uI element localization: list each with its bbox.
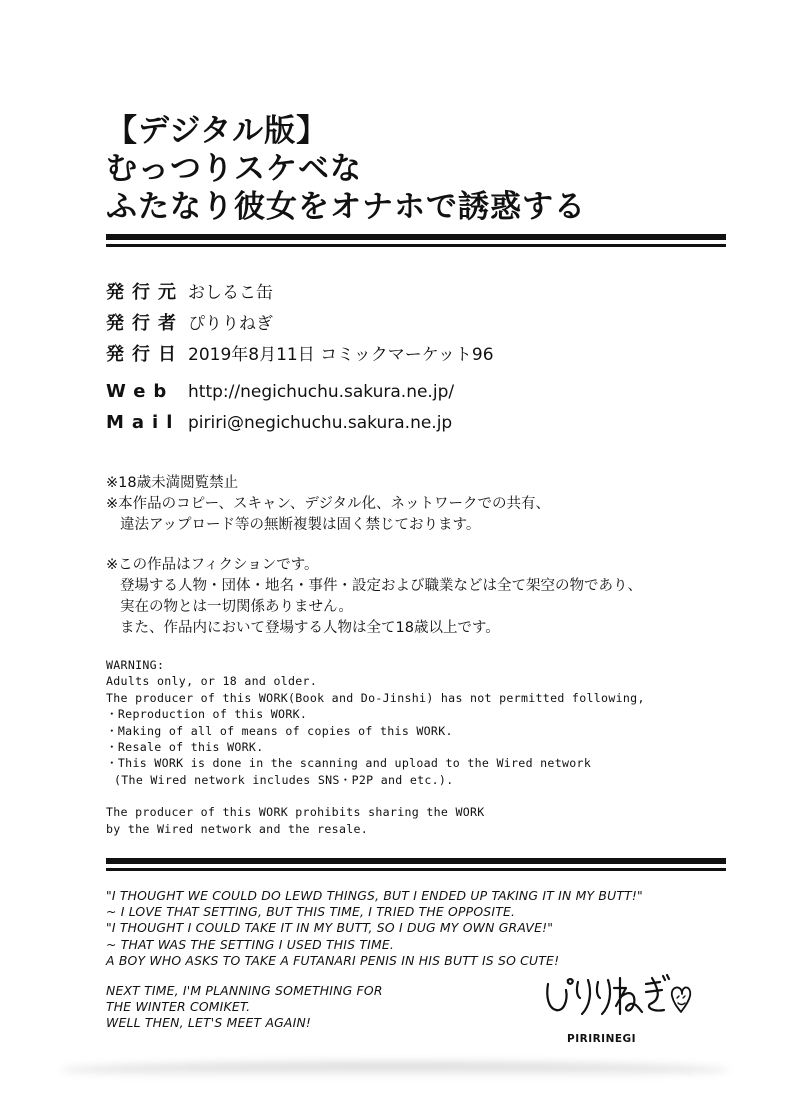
title-line-2: ふたなり彼女をオナホで誘惑する (106, 189, 586, 225)
signature-caption: PIRIRINEGI (567, 1033, 637, 1045)
signature-handwriting (542, 970, 692, 1020)
info-row-author (106, 309, 494, 340)
website-link[interactable]: http://negichuchu.sakura.ne.jp/ (188, 382, 455, 402)
publication-info (106, 278, 494, 443)
title-edition: 【デジタル版】 (106, 113, 329, 149)
warning-line: ・This WORK is done in the scanning and upload to the Wired network (106, 756, 592, 771)
afterword-divider (106, 858, 726, 871)
warning-line: WARNING: (106, 658, 165, 672)
warning-line: (The Wired network includes SNS・P2P and etc.). (114, 772, 454, 787)
notice-line: 登場する人物・団体・地名・事件・設定および職業などは全て架空の物であり、 (120, 578, 642, 594)
notice-line: ※本作品のコピー、スキャン、デジタル化、ネットワークでの共有、 (106, 496, 550, 512)
info-label: 発行元 (106, 282, 184, 303)
page-shadow (60, 1062, 730, 1078)
info-value: 2019年8月11日 コミックマーケット96 (188, 345, 494, 365)
info-row-web (106, 381, 494, 412)
title-block (106, 112, 586, 226)
afterword-line: ~ I LOVE THAT SETTING, BUT THIS TIME, I TRIED THE OPPOSITE. (106, 904, 516, 920)
afterword-line: ~ THAT WAS THE SETTING I USED THIS TIME. (106, 936, 395, 952)
info-label: Web (106, 381, 175, 402)
afterword-line: A BOY WHO ASKS TO TAKE A FUTANARI PENIS IN HIS BUTT IS SO CUTE! (106, 952, 560, 968)
notice-line: 実在の物とは一切関係ありません。 (120, 599, 353, 615)
email-link[interactable]: piriri@negichuchu.sakura.ne.jp (188, 413, 453, 433)
info-row-date (106, 340, 494, 371)
top-divider (106, 234, 726, 247)
warning-line: ・Making of all of means of copies of this WORK. (106, 723, 453, 738)
info-label: Mail (106, 412, 181, 433)
warning-line: by the Wired network and the resale. (106, 821, 369, 836)
info-value: おしるこ缶 (188, 283, 273, 303)
info-row-publisher (106, 278, 494, 309)
notice-line: ※この作品はフィクションです。 (106, 557, 319, 573)
warning-line: ・Reproduction of this WORK. (106, 707, 308, 722)
info-label: 発行者 (106, 313, 184, 334)
warning-line: The producer of this WORK(Book and Do-Jinshi) has not permitted following, (106, 690, 645, 705)
afterword-line: "I THOUGHT WE COULD DO LEWD THINGS, BUT I ENDED UP TAKING IT IN MY BUTT!" (106, 888, 643, 903)
notice-japanese (106, 473, 642, 639)
notice-line: 違法アップロード等の無断複製は固く禁じております。 (120, 517, 481, 533)
info-label: 発行日 (106, 344, 184, 365)
info-row-mail (106, 412, 494, 443)
afterword-line: WELL THEN, LET'S MEET AGAIN! (106, 1015, 312, 1031)
notice-line: また、作品内において登場する人物は全て18歳以上です。 (120, 620, 500, 636)
warning-line: The producer of this WORK prohibits sharing the WORK (106, 805, 485, 820)
warning-line: Adults only, or 18 and older. (106, 674, 318, 689)
warning-line: ・Resale of this WORK. (106, 740, 264, 755)
info-value: ぴりりねぎ (188, 314, 273, 334)
title-line-1: むっつりスケベな (106, 151, 362, 187)
notice-line: ※18歳未満閲覧禁止 (106, 475, 239, 491)
warning-english (106, 657, 645, 837)
afterword-line: NEXT TIME, I'M PLANNING SOMETHING FOR (106, 983, 383, 999)
afterword-line: "I THOUGHT I COULD TAKE IT IN MY BUTT, SO I DUG MY OWN GRAVE!" (106, 920, 554, 936)
afterword-line: THE WINTER COMIKET. (106, 999, 251, 1015)
